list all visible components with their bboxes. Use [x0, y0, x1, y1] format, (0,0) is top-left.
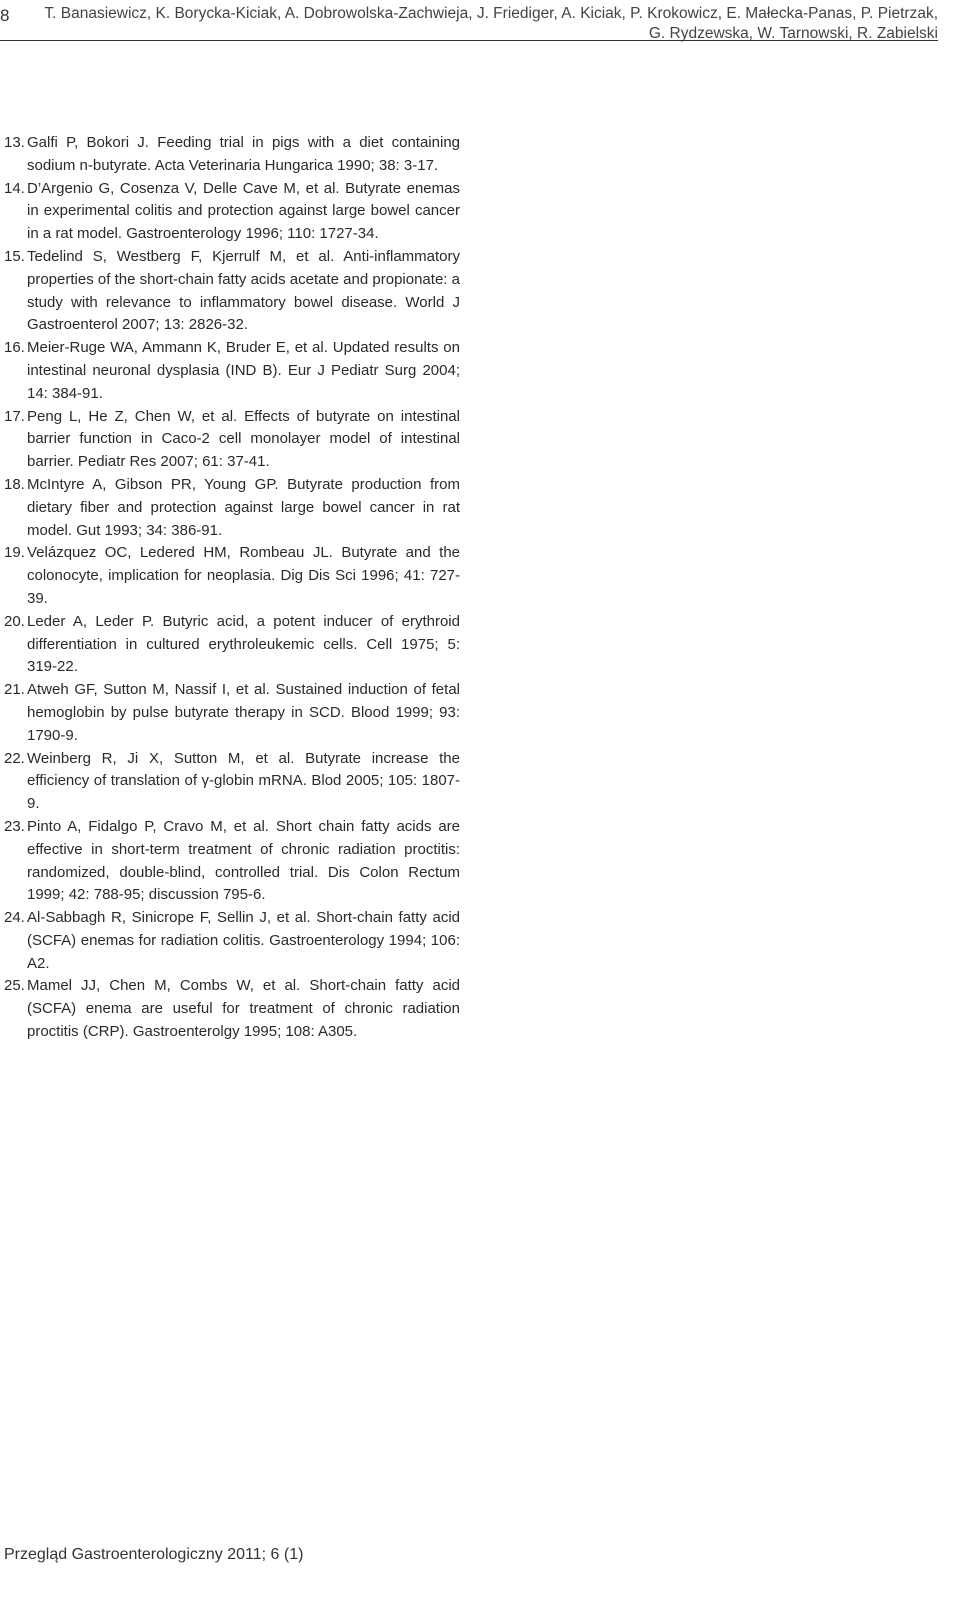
reference-number: 14.: [4, 179, 25, 197]
reference-item: [4, 406, 460, 474]
reference-number: 20.: [4, 612, 25, 630]
reference-number: 24.: [4, 909, 25, 927]
reference-number: 19.: [4, 544, 25, 562]
reference-number: 13.: [4, 134, 25, 151]
reference-text: Al-Sabbagh R, Sinicrope F, Sellin J, et al. Short-chain fatty acid (SCFA) enemas for radiation colitis. Gastroenterology 1994; 106: A2.: [27, 909, 460, 972]
reference-text: Galfi P, Bokori J. Feeding trial in pigs with a diet containing sodium n-butyrate. Acta Veterinaria Hungarica 1990; 38: 3-17.: [27, 134, 460, 174]
reference-text: McIntyre A, Gibson PR, Young GP. Butyrate production from dietary fiber and protection against large bowel cancer in rat model. Gut 1993; 34: 386-91.: [27, 475, 460, 539]
reference-text: D’Argenio G, Cosenza V, Delle Cave M, et al. Butyrate enemas in experimental colitis and protection against large bowel cancer in a rat model. Gastroenterology 1996; 110: 1727-34.: [27, 179, 460, 243]
reference-item: [4, 907, 460, 975]
reference-text: Meier-Ruge WA, Ammann K, Bruder E, et al. Updated results on intestinal neuronal dysplasia (IND B). Eur J Pediatr Surg 2004; 14: 384-91.: [27, 339, 460, 402]
reference-item: [4, 611, 460, 679]
reference-text: Atweh GF, Sutton M, Nassif I, et al. Sustained induction of fetal hemoglobin by pulse butyrate therapy in SCD. Blood 1999; 93: 1790-9.: [27, 681, 460, 744]
reference-number: 17.: [4, 407, 25, 425]
reference-text: Mamel JJ, Chen M, Combs W, et al. Short-chain fatty acid (SCFA) enema are useful for treatment of chronic radiation proctitis (CRP). Gastroenterolgy 1995; 108: A305.: [27, 977, 460, 1041]
reference-item: [4, 975, 460, 1043]
reference-text: Tedelind S, Westberg F, Kjerrulf M, et al. Anti-inflammatory properties of the short-chain fatty acids acetate and propionate: a study with relevance to inflammatory bowel disease. World J Gastroenterol 2007; 13: 2826-32.: [27, 247, 460, 334]
reference-text: Weinberg R, Ji X, Sutton M, et al. Butyrate increase the efficiency of translation of γ-globin mRNA. Blod 2005; 105: 1807-9.: [27, 749, 460, 813]
header-divider: [0, 40, 938, 41]
reference-list: [4, 132, 460, 1044]
reference-item: [4, 337, 460, 405]
reference-text: Pinto A, Fidalgo P, Cravo M, et al. Short chain fatty acids are effective in short-term treatment of chronic radiation proctitis: randomized, double-blind, controlled trial. Dis Colon Rectum 1999; 42: 788-95; discussion 795-6.: [27, 817, 460, 904]
reference-number: 25.: [4, 977, 25, 995]
reference-number: 21.: [4, 681, 25, 699]
reference-number: 23.: [4, 817, 25, 835]
page-number: 8: [0, 6, 10, 25]
reference-item: [4, 246, 460, 337]
journal-footer: Przegląd Gastroenterologiczny 2011; 6 (1): [4, 1546, 304, 1563]
reference-item: [4, 474, 460, 542]
reference-text: Leder A, Leder P. Butyric acid, a potent inducer of erythroid differentiation in cultured erythroleukemic cells. Cell 1975; 5: 319-22.: [27, 612, 460, 676]
reference-number: 22.: [4, 749, 25, 767]
reference-item: [4, 132, 460, 178]
reference-item: [4, 542, 460, 610]
reference-item: [4, 679, 460, 747]
reference-number: 15.: [4, 247, 25, 265]
reference-item: [4, 178, 460, 246]
reference-number: 16.: [4, 339, 25, 357]
running-head-authors: T. Banasiewicz, K. Borycka-Kiciak, A. Dobrowolska-Zachwieja, J. Friediger, A. Kiciak, P. Krokowicz, E. Małecka-Panas, P. Pietrzak, G. Rydzewska, W. Tarnowski, R. Zabielski: [44, 5, 938, 42]
reference-text: Velázquez OC, Ledered HM, Rombeau JL. Butyrate and the colonocyte, implication for neoplasia. Dig Dis Sci 1996; 41: 727-39.: [27, 544, 460, 607]
reference-item: [4, 816, 460, 907]
reference-text: Peng L, He Z, Chen W, et al. Effects of butyrate on intestinal barrier function in Caco-2 cell monolayer model of intestinal barrier. Pediatr Res 2007; 61: 37-41.: [27, 407, 460, 471]
reference-number: 18.: [4, 475, 25, 493]
reference-item: [4, 748, 460, 816]
